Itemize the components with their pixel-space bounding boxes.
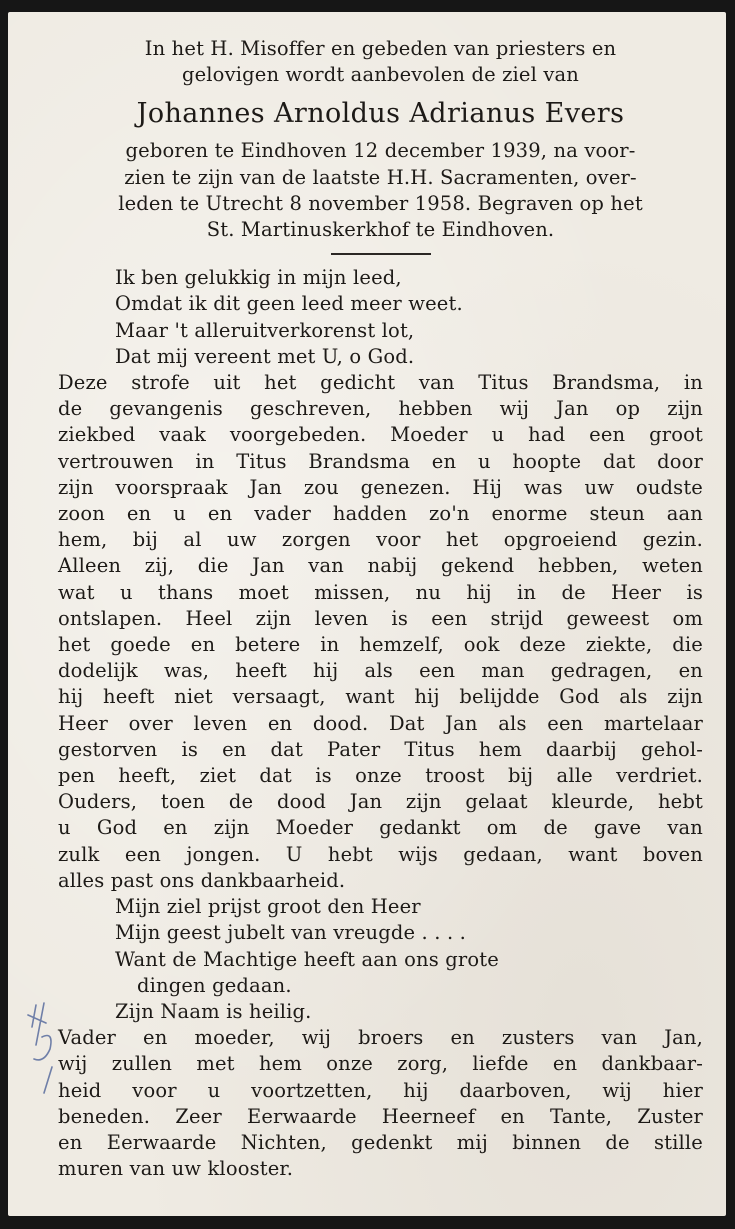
paragraph-line: zulk een jongen. U hebt wijs gedaan, want boven xyxy=(58,842,703,866)
closing-paragraph xyxy=(58,1025,703,1182)
paragraph-line: pen heeft, ziet dat is onze troost bij alle verdriet. xyxy=(58,764,703,788)
paragraph-line: de gevangenis geschreven, hebben wij Jan op zijn xyxy=(58,397,703,421)
paragraph-line: en Eerwaarde Nichten, gedenkt mij binnen de stille xyxy=(58,1130,703,1154)
paragraph-line: ziekbed vaak voorgebeden. Moeder u had een groot xyxy=(58,423,703,447)
paragraph-last-line: muren van uw klooster. xyxy=(58,1157,294,1181)
divider xyxy=(331,253,431,255)
intro-line: gelovigen wordt aanbevolen de ziel van xyxy=(181,63,580,87)
deceased-name: Johannes Arnoldus Adrianus Evers xyxy=(136,98,625,130)
verse-line-indented: dingen gedaan. xyxy=(137,973,292,997)
paragraph-line: hij heeft niet versaagt, want hij belijdde God als zijn xyxy=(58,685,703,709)
details-line: leden te Utrecht 8 november 1958. Begraven op het xyxy=(118,191,643,215)
verse-line: Mijn ziel prijst groot den Heer xyxy=(115,895,421,919)
memorial-card xyxy=(8,12,726,1216)
paragraph-line: Heer over leven en dood. Dat Jan als een martelaar xyxy=(58,711,703,735)
verse-line: Ik ben gelukkig in mijn leed, xyxy=(115,266,402,290)
verse-line: Maar 't alleruitverkorenst lot, xyxy=(115,318,415,342)
verse-line: Mijn geest jubelt van vreugde . . . . xyxy=(115,921,466,945)
details-line: St. Martinuskerkhof te Eindhoven. xyxy=(206,218,555,242)
magnificat-verse xyxy=(115,894,703,1025)
birth-death-details xyxy=(58,138,703,243)
memorial-paragraph xyxy=(58,370,703,894)
paragraph-line: Alleen zij, die Jan van nabij gekend hebben, weten xyxy=(58,554,703,578)
paragraph-line: beneden. Zeer Eerwaarde Heerneef en Tante, Zuster xyxy=(58,1104,703,1128)
paragraph-line: gestorven is en dat Pater Titus hem daarbij gehol- xyxy=(58,737,703,761)
card-text xyxy=(58,36,703,1182)
paragraph-line: Deze strofe uit het gedicht van Titus Brandsma, in xyxy=(58,371,703,395)
paragraph-line: vertrouwen in Titus Brandsma en u hoopte dat door xyxy=(58,449,703,473)
intro-line: In het H. Misoffer en gebeden van priesters en xyxy=(144,37,617,60)
poem-verse xyxy=(115,265,703,370)
paragraph-line: zoon en u en vader hadden zo'n enorme steun aan xyxy=(58,502,703,526)
details-line: geboren te Eindhoven 12 december 1939, na voor- xyxy=(125,139,636,163)
verse-line: Omdat ik dit geen leed meer weet. xyxy=(115,292,463,316)
paragraph-line: zijn voorspraak Jan zou genezen. Hij was uw oudste xyxy=(58,475,703,499)
paragraph-line: het goede en betere in hemzelf, ook deze ziekte, die xyxy=(58,633,703,657)
paragraph-line: ontslapen. Heel zijn leven is een strijd geweest om xyxy=(58,606,703,630)
paragraph-line: Ouders, toen de dood Jan zijn gelaat kleurde, hebt xyxy=(58,790,703,814)
handwritten-pencil-mark xyxy=(22,997,62,1097)
paragraph-line: heid voor u voortzetten, hij daarboven, wij hier xyxy=(58,1078,703,1102)
paragraph-line: dodelijk was, heeft hij als een man gedragen, en xyxy=(58,659,703,683)
paragraph-line: hem, bij al uw zorgen voor het opgroeiend gezin. xyxy=(58,528,703,552)
paragraph-line: wat u thans moet missen, nu hij in de Heer is xyxy=(58,580,703,604)
paragraph-last-line: alles past ons dankbaarheid. xyxy=(58,868,346,892)
details-line: zien te zijn van de laatste H.H. Sacramenten, over- xyxy=(124,165,637,189)
paragraph-line: u God en zijn Moeder gedankt om de gave van xyxy=(58,816,703,840)
verse-line: Want de Machtige heeft aan ons grote xyxy=(115,947,499,971)
verse-line: Dat mij vereent met U, o God. xyxy=(115,344,415,368)
verse-line: Zijn Naam is heilig. xyxy=(115,999,312,1023)
paragraph-line: Vader en moeder, wij broers en zusters van Jan, xyxy=(58,1026,703,1050)
paragraph-line: wij zullen met hem onze zorg, liefde en dankbaar- xyxy=(58,1052,703,1076)
intro xyxy=(58,36,703,88)
